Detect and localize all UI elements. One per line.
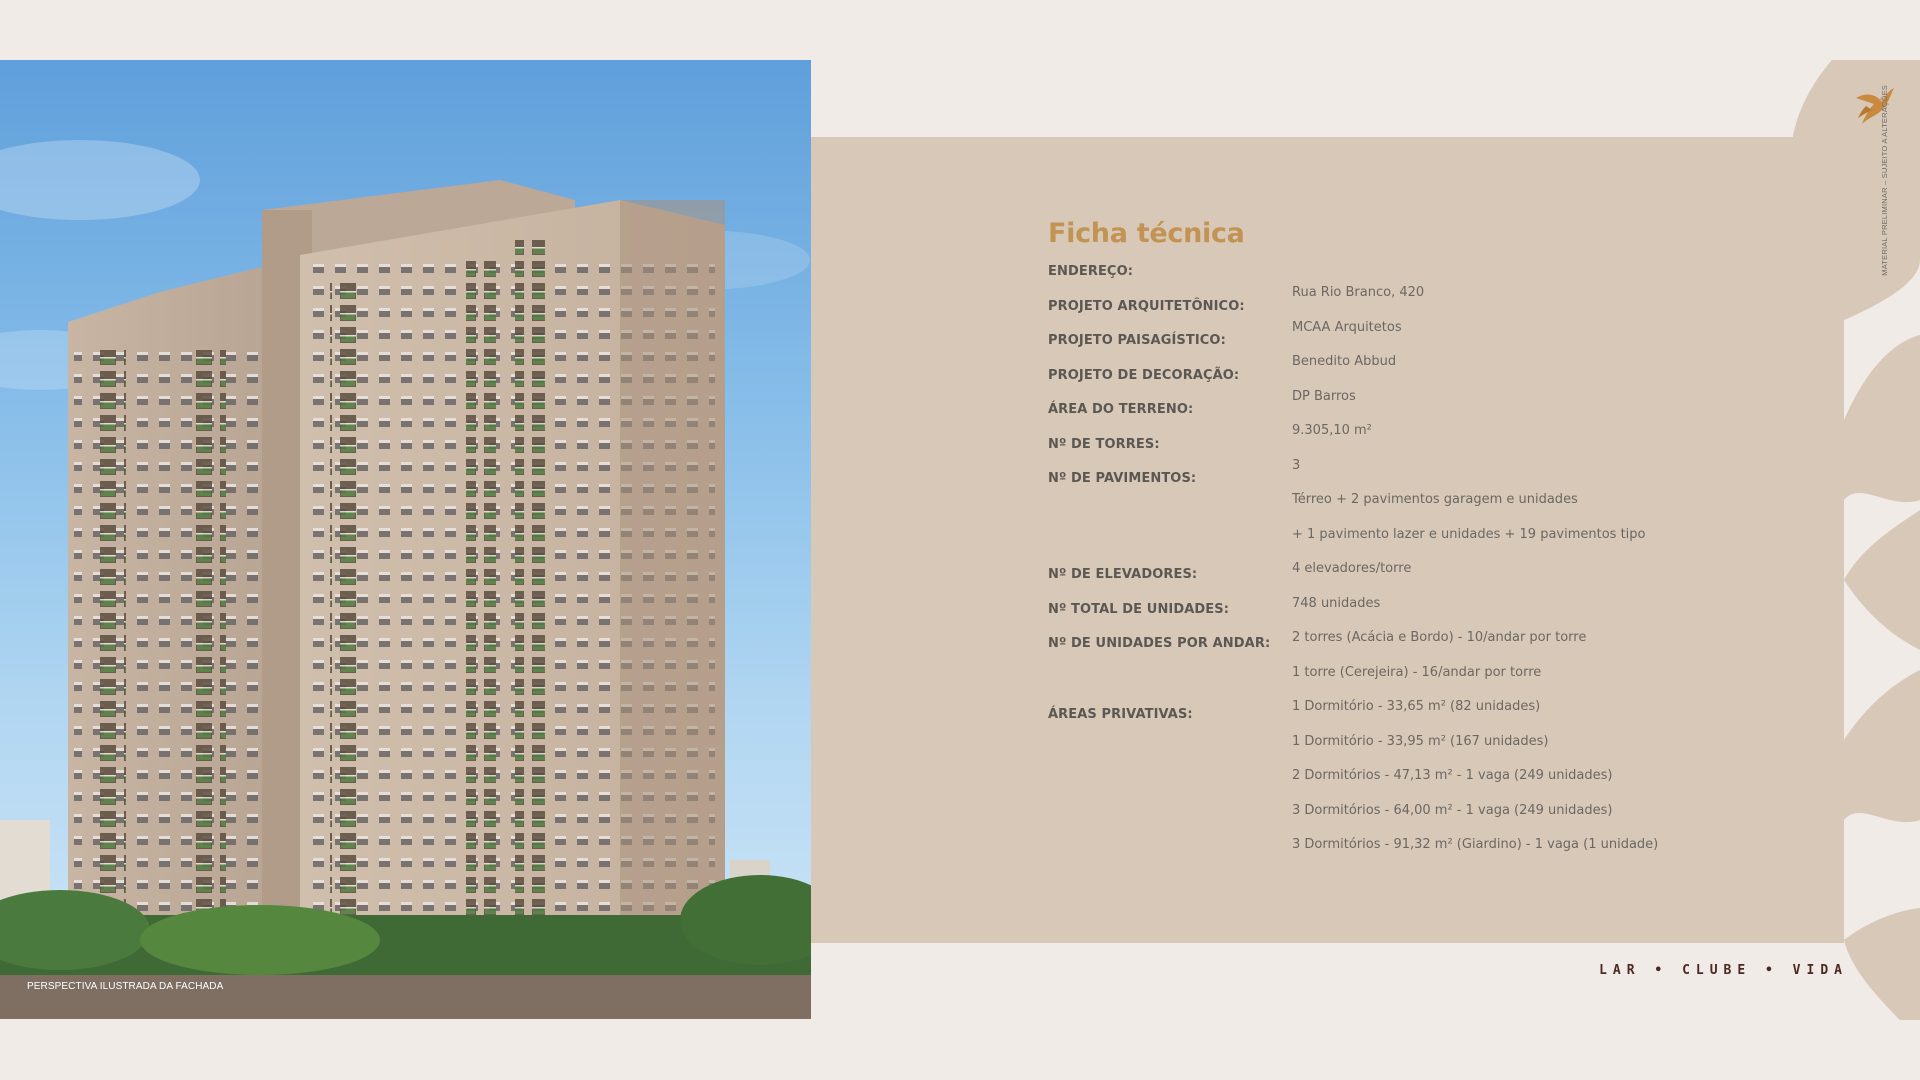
label-areas-privativas: ÁREAS PRIVATIVAS: [1048, 707, 1193, 722]
label-area-terreno: ÁREA DO TERRENO: [1048, 402, 1194, 417]
label-elevadores: Nº DE ELEVADORES: [1048, 567, 1198, 582]
building-rendering-image [0, 60, 811, 1019]
facade-image [0, 60, 811, 1019]
tagline: LAR • CLUBE • VIDA [1599, 963, 1848, 978]
value-pavimentos-2: + 1 pavimento lazer e unidades + 19 pavimentos tipo [1292, 527, 1646, 542]
label-projeto-arquitetonico: PROJETO ARQUITETÔNICO: [1048, 299, 1245, 314]
value-pavimentos-1: Térreo + 2 pavimentos garagem e unidades [1292, 492, 1578, 507]
value-unidades-por-andar-1: 2 torres (Acácia e Bordo) - 10/andar por torre [1292, 630, 1587, 645]
label-torres: Nº DE TORRES: [1048, 437, 1160, 452]
value-area-privativa-5: 3 Dormitórios - 91,32 m² (Giardino) - 1 vaga (1 unidade) [1292, 837, 1659, 852]
label-total-unidades: Nº TOTAL DE UNIDADES: [1048, 602, 1230, 617]
label-projeto-paisagistico: PROJETO PAISAGÍSTICO: [1048, 333, 1226, 348]
value-area-privativa-4: 3 Dormitórios - 64,00 m² - 1 vaga (249 unidades) [1292, 803, 1613, 818]
value-torres: 3 [1292, 458, 1301, 473]
value-endereco: Rua Rio Branco, 420 [1292, 285, 1425, 300]
decorative-leaves [1760, 60, 1920, 1020]
value-area-privativa-3: 2 Dormitórios - 47,13 m² - 1 vaga (249 unidades) [1292, 768, 1613, 783]
bird-logo-icon [1852, 84, 1896, 128]
value-total-unidades: 748 unidades [1292, 596, 1381, 611]
page-title: Ficha técnica [1048, 218, 1245, 249]
value-projeto-paisagistico: Benedito Abbud [1292, 354, 1397, 369]
value-area-terreno: 9.305,10 m² [1292, 423, 1372, 438]
label-projeto-decoracao: PROJETO DE DECORAÇÃO: [1048, 368, 1240, 383]
label-endereco: ENDEREÇO: [1048, 264, 1134, 279]
value-unidades-por-andar-2: 1 torre (Cerejeira) - 16/andar por torre [1292, 665, 1542, 680]
value-projeto-arquitetonico: MCAA Arquitetos [1292, 320, 1402, 335]
value-area-privativa-2: 1 Dormitório - 33,95 m² (167 unidades) [1292, 734, 1549, 749]
preliminary-material-note: MATERIAL PRELIMINAR – SUJEITO A ALTERAÇÕES [1880, 85, 1889, 276]
label-unidades-por-andar: Nº DE UNIDADES POR ANDAR: [1048, 636, 1271, 651]
facade-caption: PERSPECTIVA ILUSTRADA DA FACHADA [27, 981, 224, 992]
label-pavimentos: Nº DE PAVIMENTOS: [1048, 471, 1197, 486]
value-elevadores: 4 elevadores/torre [1292, 561, 1412, 576]
value-projeto-decoracao: DP Barros [1292, 389, 1356, 404]
value-area-privativa-1: 1 Dormitório - 33,65 m² (82 unidades) [1292, 699, 1541, 714]
